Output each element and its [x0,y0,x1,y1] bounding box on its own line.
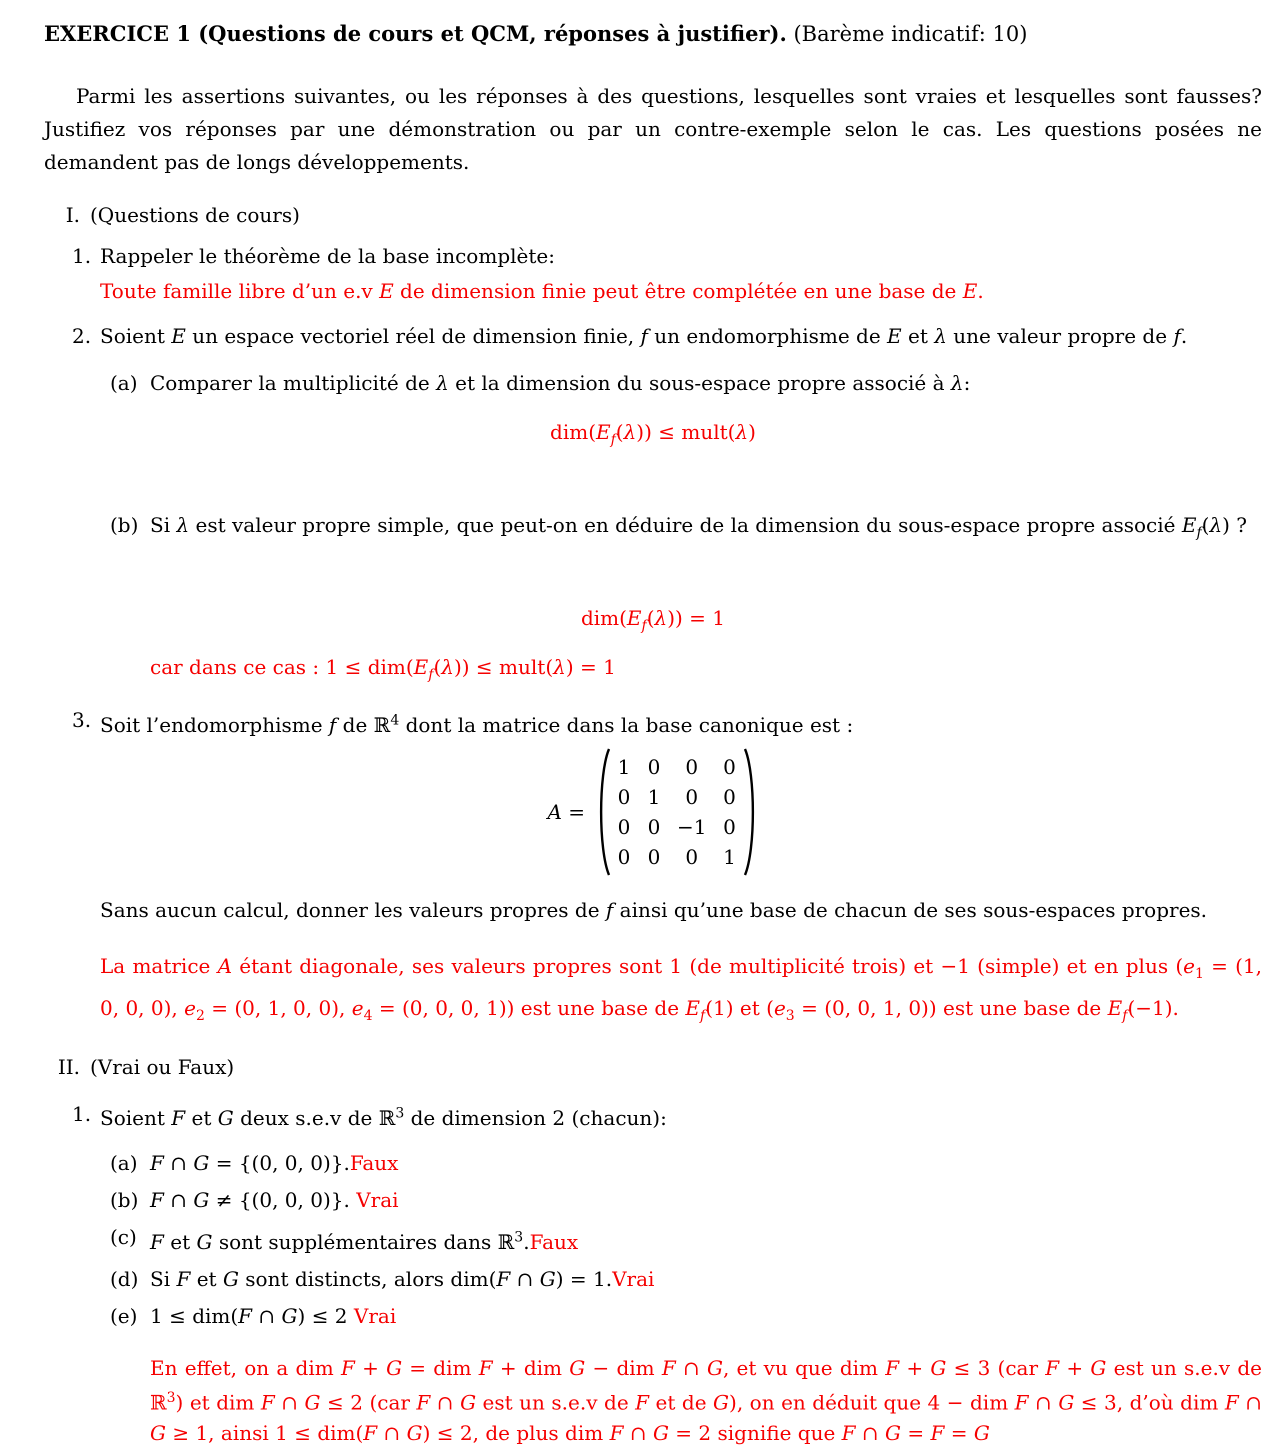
question-i-2a-text: Comparer la multiplicité de λ et la dimension du sous-espace propre associé à λ: [150,371,971,395]
question-i-2b-label: (b) [110,513,139,537]
section-i-label: I. [65,203,80,227]
question-i-3-followup-text: Sans aucun calcul, donner les valeurs propres de f ainsi qu’une base de chacun de ses sous-espaces propres. [100,897,1208,922]
statement-c [44,1221,1262,1259]
statement-a-text: F ∩ G = {(0, 0, 0)}.Faux [150,1151,399,1176]
question-i-2b [44,509,1262,550]
section-ii-heading [44,1051,1262,1084]
statement-d-label: (d) [110,1266,139,1291]
question-i-2-text: Soient E un espace vectoriel réel de dimension finie, f un endomorphisme de E et λ une valeur propre de f. [100,324,1188,348]
question-i-2a-label: (a) [110,371,138,395]
section-i-title: (Questions de cours) [90,203,300,227]
statement-e [44,1300,1262,1333]
statement-b-text: F ∩ G ≠ {(0, 0, 0)}. Vrai [150,1188,399,1213]
matrix-entries: 1 0 0 0 0 1 0 0 0 0 −1 0 0 0 0 1 [617,754,736,869]
equation-dim-le-mult: $dim(E_f(\lambda))$ ≤ mult(λ) [550,420,756,448]
intro-paragraph: Parmi les assertions suivantes, ou les réponses à des questions, lesquelles sont vraies et lesquelles sont fausses? Justifiez vos réponses par une démonstration ou par un contre-exemple selon le cas. Les questions posées ne demandent pas de longs développements. [44,84,1262,174]
matrix-lhs: A = [547,799,586,824]
question-i-1-text: Rappeler le théorème de la base incomplète: [100,244,555,268]
question-ii-1-text: Soient F et G deux s.e.v de ℝ$^3$ de dimension 2 (chacun): [100,1105,667,1131]
section-ii-label: II. [57,1054,80,1079]
statement-d [44,1263,1262,1296]
question-i-1 [44,240,1262,273]
question-i-2 [44,320,1262,353]
statement-c-text: F et G sont supplémentaires dans ℝ$^3$.Faux [150,1229,579,1254]
question-i-3-label: 3. [72,708,92,732]
answer-i-2b-note: car dans ce cas : $1 \le dim(E_f(\lambda))$ ≤ mult(λ) = 1 [150,655,616,683]
question-i-1-label: 1. [72,244,92,268]
statement-b [44,1184,1262,1217]
statement-e-text: 1 ≤ dim(F ∩ G) ≤ 2 Vrai [150,1303,397,1328]
question-i-2b-text: Si λ est valeur propre simple, que peut-on en déduire de la dimension du sous-espace propre associé $E_f(\lambda)$ ? [150,513,1248,541]
exercise-title: EXERCICE 1 (Questions de cours et QCM, réponses à justifier). (Barème indicatif: 10) [44,21,1028,46]
statement-d-text: Si F et G sont distincts, alors dim(F ∩ G) = 1.Vrai [150,1266,655,1291]
statement-a [44,1147,1262,1180]
statement-e-label: (e) [110,1303,138,1328]
right-parenthesis [743,746,759,878]
statement-a-label: (a) [110,1151,138,1176]
section-ii-title: (Vrai ou Faux) [90,1054,235,1079]
answer-i-3: La matrice A étant diagonale, ses valeurs propres sont 1 (de multiplicité trois) et −1 (simple) et en plus ($e_1 = (1$, 0, 0, 0), $e_2 = (0$, 1, 0, 0), $e_4 = (0$, 0, 0, 1)) est une base de $E_f(1)$ et ($e_3 = (0$, 0, 1, 0)) est une base de $E_f(-1)$. [100,953,1263,1024]
equation-dim-equals-1: $dim(E_f(\lambda)) = 1$ [580,606,726,634]
question-i-2a [44,367,1262,400]
left-parenthesis [595,746,611,878]
statement-b-label: (b) [110,1188,139,1213]
question-i-3-text: Soit l’endomorphisme f de ℝ$^4$ dont la matrice dans la base canonique est : [100,712,854,737]
matrix-display [44,746,1262,878]
question-i-3-followup [44,894,1262,927]
statement-c-label: (c) [110,1225,137,1250]
question-ii-1 [44,1098,1262,1136]
section-i-heading [44,199,1262,232]
question-i-2-label: 2. [72,324,92,348]
question-i-3 [44,704,1262,742]
question-ii-1-label: 1. [72,1101,92,1126]
answer-i-1: Toute famille libre d’un e.v E de dimension finie peut être complétée en une base de E. [100,279,984,303]
justification-paragraph: En effet, on a dim F + G = dim F + dim G − dim F ∩ G, et vu que dim F + G ≤ 3 (car F + G est un s.e.v de ℝ$^3$) et dim F ∩ G ≤ 2 (car F ∩ G est un s.e.v de F et de G), on en déduit que 4 − dim F ∩ G ≤ 3, d’où dim F ∩ G ≥ 1, ainsi 1 ≤ dim(F ∩ G) ≤ 2, de plus dim F ∩ G = 2 signifie que F ∩ G = F = G [150,1355,1262,1445]
